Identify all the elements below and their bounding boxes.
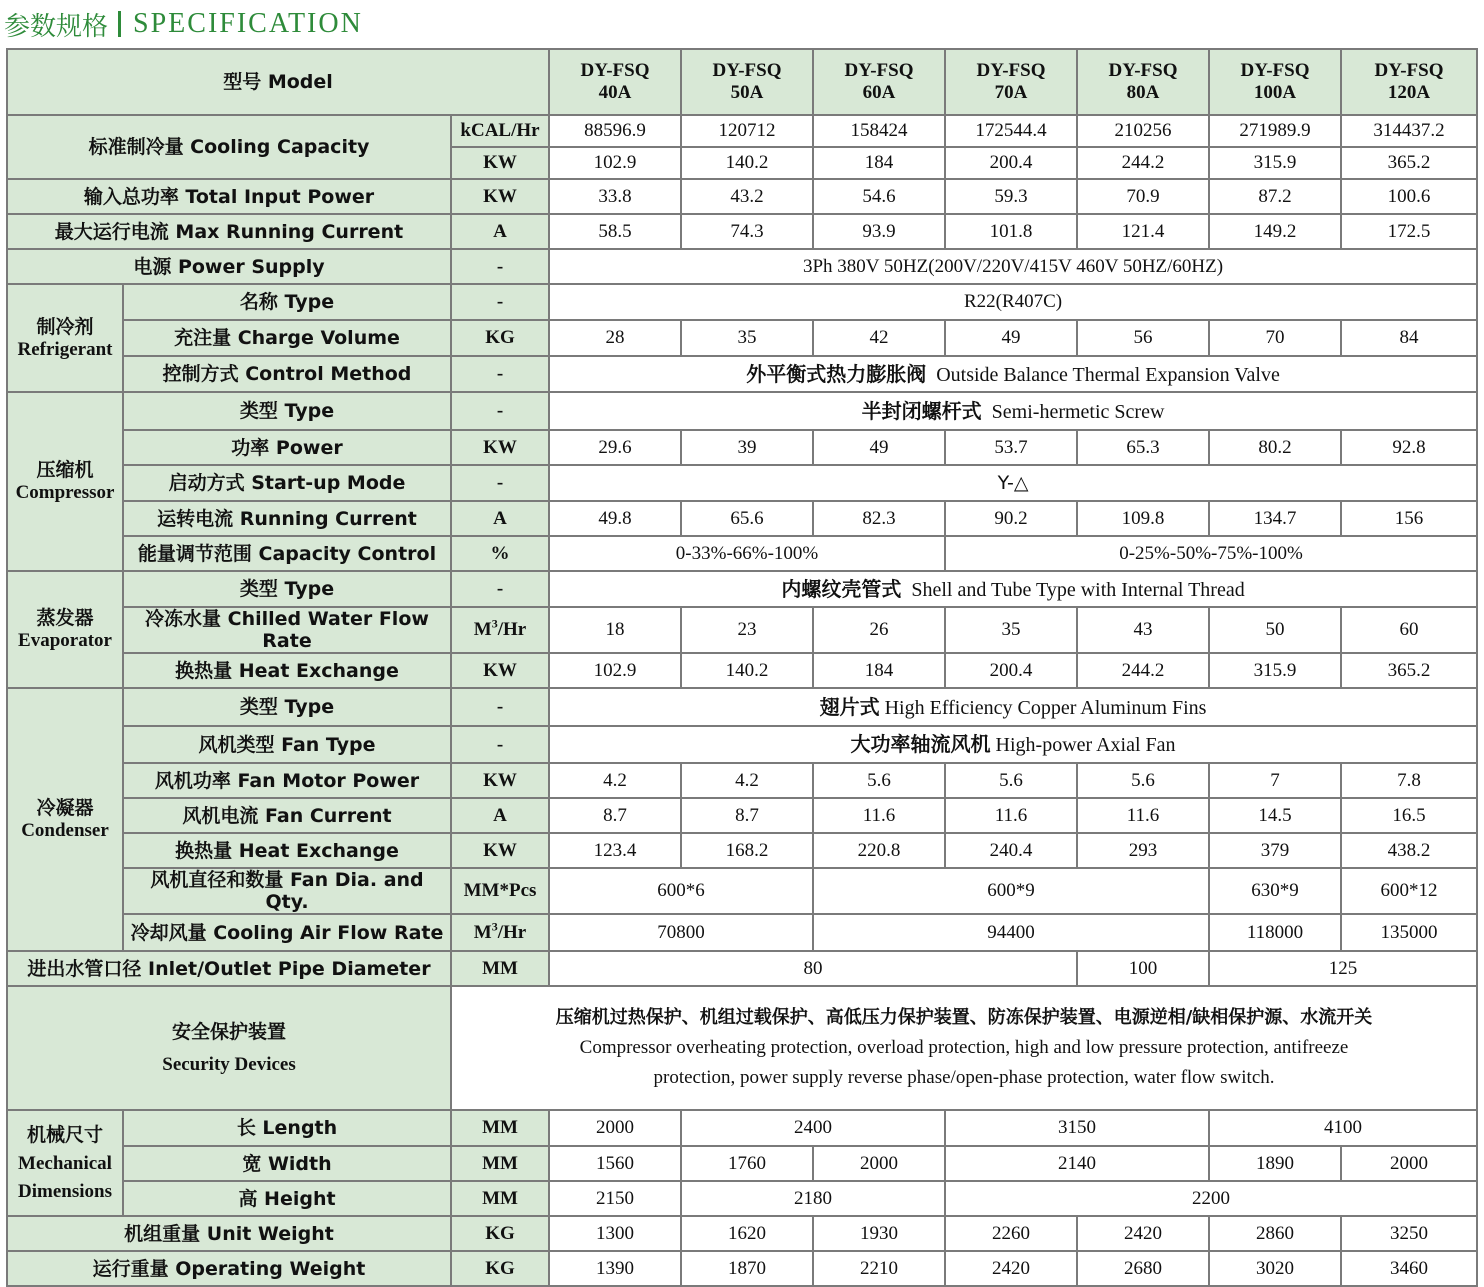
value-cell: 123.4 — [549, 833, 681, 868]
row-label: 启动方式 Start-up Mode — [123, 465, 451, 501]
unit-cell: $M^3/Hr$ — [451, 607, 549, 653]
table-row — [7, 284, 1477, 320]
value-cell: 94400 — [813, 914, 1209, 951]
value-cell: 158424 — [813, 115, 945, 147]
value-cell: 0-33%-66%-100% — [549, 536, 945, 571]
value-cell: Y-△ — [549, 465, 1477, 501]
value-cell: 2000 — [1341, 1146, 1477, 1181]
value-cell: 140.2 — [681, 147, 813, 179]
value-cell: 5.6 — [945, 763, 1077, 798]
value-cell: 4.2 — [549, 763, 681, 798]
value-cell: 135000 — [1341, 914, 1477, 951]
value-cell: 3250 — [1341, 1216, 1477, 1251]
value-cell: 2420 — [1077, 1216, 1209, 1251]
row-label: 控制方式 Control Method — [123, 356, 451, 392]
model-header: DY-FSQ 80A — [1077, 49, 1209, 115]
value-cell: 2400 — [681, 1110, 945, 1146]
unit-cell: - — [451, 726, 549, 763]
unit-cell: - — [451, 688, 549, 726]
unit-cell: KG — [451, 1251, 549, 1286]
value-cell: 2000 — [549, 1110, 681, 1146]
value-cell: 2200 — [945, 1181, 1477, 1216]
value-cell: 26 — [813, 607, 945, 653]
value-cell: 438.2 — [1341, 833, 1477, 868]
value-cell: 314437.2 — [1341, 115, 1477, 147]
value-cell: 8.7 — [549, 798, 681, 833]
value-cell: 70.9 — [1077, 179, 1209, 214]
row-label: 宽 Width — [123, 1146, 451, 1181]
value-cell: 60 — [1341, 607, 1477, 653]
row-label: 最大运行电流 Max Running Current — [7, 214, 451, 249]
value-cell: 4.2 — [681, 763, 813, 798]
value-cell: 84 — [1341, 320, 1477, 356]
value-cell: 80.2 — [1209, 430, 1341, 465]
unit-cell: KW — [451, 653, 549, 688]
model-header: DY-FSQ 50A — [681, 49, 813, 115]
row-label: 高 Height — [123, 1181, 451, 1216]
value-cell: 156 — [1341, 501, 1477, 536]
value-cell: 3150 — [945, 1110, 1209, 1146]
value-cell: 365.2 — [1341, 147, 1477, 179]
value-cell: 65.3 — [1077, 430, 1209, 465]
value-cell: 100 — [1077, 951, 1209, 986]
unit-cell: KW — [451, 833, 549, 868]
value-cell: 3Ph 380V 50HZ(200V/220V/415V 460V 50HZ/60HZ) — [549, 249, 1477, 284]
value-cell: 200.4 — [945, 653, 1077, 688]
value-cell: 134.7 — [1209, 501, 1341, 536]
value-cell: 1760 — [681, 1146, 813, 1181]
value-cell: 70 — [1209, 320, 1341, 356]
value-cell: 54.6 — [813, 179, 945, 214]
unit-cell: MM*Pcs — [451, 868, 549, 914]
value-cell: 外平衡式热力膨胀阀 Outside Balance Thermal Expansion Valve — [549, 356, 1477, 392]
value-cell: 293 — [1077, 833, 1209, 868]
value-cell: 5.6 — [1077, 763, 1209, 798]
model-header: DY-FSQ 120A — [1341, 49, 1477, 115]
value-cell: 1890 — [1209, 1146, 1341, 1181]
table-row — [7, 763, 1477, 798]
value-cell: 379 — [1209, 833, 1341, 868]
value-cell: 149.2 — [1209, 214, 1341, 249]
value-cell: 92.8 — [1341, 430, 1477, 465]
value-cell: 600*9 — [813, 868, 1209, 914]
table-row — [7, 688, 1477, 726]
category-compressor: 压缩机 Compressor — [7, 392, 123, 571]
value-cell: 8.7 — [681, 798, 813, 833]
value-cell: 102.9 — [549, 653, 681, 688]
table-row — [7, 914, 1477, 951]
unit-cell: - — [451, 284, 549, 320]
value-cell: 2210 — [813, 1251, 945, 1286]
row-label: 名称 Type — [123, 284, 451, 320]
unit-cell: A — [451, 501, 549, 536]
value-cell: 2140 — [945, 1146, 1209, 1181]
value-cell: 49.8 — [549, 501, 681, 536]
table-row — [7, 833, 1477, 868]
table-row — [7, 1216, 1477, 1251]
value-cell: 2180 — [681, 1181, 945, 1216]
table-row — [7, 1251, 1477, 1286]
value-cell: 半封闭螺杆式 Semi-hermetic Screw — [549, 392, 1477, 430]
unit-cell: KW — [451, 763, 549, 798]
table-row — [7, 179, 1477, 214]
row-label: 进出水管口径 Inlet/Outlet Pipe Diameter — [7, 951, 451, 986]
value-cell: 1930 — [813, 1216, 945, 1251]
unit-cell: KG — [451, 1216, 549, 1251]
value-cell: 120712 — [681, 115, 813, 147]
value-cell: 49 — [945, 320, 1077, 356]
value-cell: 5.6 — [813, 763, 945, 798]
value-cell: 82.3 — [813, 501, 945, 536]
value-cell: 600*12 — [1341, 868, 1477, 914]
unit-cell: - — [451, 356, 549, 392]
row-label: 换热量 Heat Exchange — [123, 653, 451, 688]
value-cell: 87.2 — [1209, 179, 1341, 214]
table-row — [7, 986, 1477, 1110]
value-cell: 101.8 — [945, 214, 1077, 249]
value-cell: 315.9 — [1209, 147, 1341, 179]
value-cell: 2150 — [549, 1181, 681, 1216]
model-header: DY-FSQ 100A — [1209, 49, 1341, 115]
unit-cell: MM — [451, 1146, 549, 1181]
row-label: 类型 Type — [123, 392, 451, 430]
value-cell: 56 — [1077, 320, 1209, 356]
row-label: 标准制冷量 Cooling Capacity — [7, 115, 451, 179]
table-row — [7, 430, 1477, 465]
value-cell: R22(R407C) — [549, 284, 1477, 320]
security-value: 压缩机过热保护、机组过载保护、高低压力保护装置、防冻保护装置、电源逆相/缺相保护源、水流开关 Compressor overheating protection, overload protection, high and low pressure protection, antifreeze protection, power supply reverse phase/open-phase protection, water flow switch. — [451, 986, 1477, 1110]
row-label: 功率 Power — [123, 430, 451, 465]
unit-cell: $M^3/Hr$ — [451, 914, 549, 951]
value-cell: 200.4 — [945, 147, 1077, 179]
value-cell: 1390 — [549, 1251, 681, 1286]
row-label: 风机电流 Fan Current — [123, 798, 451, 833]
value-cell: 600*6 — [549, 868, 813, 914]
unit-cell: MM — [451, 951, 549, 986]
unit-cell: - — [451, 465, 549, 501]
value-cell: 大功率轴流风机 High-power Axial Fan — [549, 726, 1477, 763]
row-label: 换热量 Heat Exchange — [123, 833, 451, 868]
table-row — [7, 392, 1477, 430]
table-row — [7, 356, 1477, 392]
value-cell: 172.5 — [1341, 214, 1477, 249]
value-cell: 2420 — [945, 1251, 1077, 1286]
value-cell: 43.2 — [681, 179, 813, 214]
section-heading — [4, 4, 363, 44]
value-cell: 315.9 — [1209, 653, 1341, 688]
row-label: 运转电流 Running Current — [123, 501, 451, 536]
value-cell: 18 — [549, 607, 681, 653]
row-label: 能量调节范围 Capacity Control — [123, 536, 451, 571]
table-row — [7, 115, 1477, 147]
unit-cell: A — [451, 798, 549, 833]
value-cell: 0-25%-50%-75%-100% — [945, 536, 1477, 571]
category-dimensions: 机械尺寸 Mechanical Dimensions — [7, 1110, 123, 1216]
value-cell: 翅片式 High Efficiency Copper Aluminum Fins — [549, 688, 1477, 726]
value-cell: 240.4 — [945, 833, 1077, 868]
value-cell: 11.6 — [1077, 798, 1209, 833]
model-header: DY-FSQ 40A — [549, 49, 681, 115]
value-cell: 58.5 — [549, 214, 681, 249]
unit-cell: % — [451, 536, 549, 571]
value-cell: 3460 — [1341, 1251, 1477, 1286]
unit-cell: KW — [451, 147, 549, 179]
row-label: 类型 Type — [123, 688, 451, 726]
table-row — [7, 571, 1477, 607]
value-cell: 121.4 — [1077, 214, 1209, 249]
table-row — [7, 1110, 1477, 1146]
unit-cell: KG — [451, 320, 549, 356]
row-label: 风机类型 Fan Type — [123, 726, 451, 763]
value-cell: 59.3 — [945, 179, 1077, 214]
unit-cell: A — [451, 214, 549, 249]
row-label: 输入总功率 Total Input Power — [7, 179, 451, 214]
value-cell: 53.7 — [945, 430, 1077, 465]
unit-cell: kCAL/Hr — [451, 115, 549, 147]
row-label: 风机功率 Fan Motor Power — [123, 763, 451, 798]
value-cell: 1870 — [681, 1251, 813, 1286]
table-row — [7, 726, 1477, 763]
model-header: DY-FSQ 70A — [945, 49, 1077, 115]
value-cell: 16.5 — [1341, 798, 1477, 833]
table-row — [7, 501, 1477, 536]
value-cell: 内螺纹壳管式 Shell and Tube Type with Internal Thread — [549, 571, 1477, 607]
value-cell: 168.2 — [681, 833, 813, 868]
table-row — [7, 653, 1477, 688]
value-cell: 184 — [813, 653, 945, 688]
heading-divider — [118, 11, 121, 37]
value-cell: 365.2 — [1341, 653, 1477, 688]
value-cell: 11.6 — [813, 798, 945, 833]
value-cell: 2000 — [813, 1146, 945, 1181]
value-cell: 140.2 — [681, 653, 813, 688]
value-cell: 118000 — [1209, 914, 1341, 951]
heading-cn: 参数规格 — [4, 11, 109, 42]
value-cell: 172544.4 — [945, 115, 1077, 147]
value-cell: 2860 — [1209, 1216, 1341, 1251]
table-row — [7, 465, 1477, 501]
value-cell: 88596.9 — [549, 115, 681, 147]
value-cell: 11.6 — [945, 798, 1077, 833]
spec-table — [6, 48, 1478, 1287]
unit-cell: - — [451, 571, 549, 607]
value-cell: 220.8 — [813, 833, 945, 868]
unit-cell: MM — [451, 1110, 549, 1146]
value-cell: 70800 — [549, 914, 813, 951]
value-cell: 14.5 — [1209, 798, 1341, 833]
value-cell: 210256 — [1077, 115, 1209, 147]
value-cell: 3020 — [1209, 1251, 1341, 1286]
category-condenser: 冷凝器 Condenser — [7, 688, 123, 951]
value-cell: 102.9 — [549, 147, 681, 179]
value-cell: 50 — [1209, 607, 1341, 653]
table-row — [7, 214, 1477, 249]
category-evaporator: 蒸发器 Evaporator — [7, 571, 123, 688]
value-cell: 244.2 — [1077, 653, 1209, 688]
unit-cell: KW — [451, 430, 549, 465]
row-label: 运行重量 Operating Weight — [7, 1251, 451, 1286]
value-cell: 39 — [681, 430, 813, 465]
row-label: 冷冻水量 Chilled Water Flow Rate — [123, 607, 451, 653]
value-cell: 42 — [813, 320, 945, 356]
value-cell: 74.3 — [681, 214, 813, 249]
table-row — [7, 607, 1477, 653]
value-cell: 1300 — [549, 1216, 681, 1251]
value-cell: 125 — [1209, 951, 1477, 986]
table-row — [7, 868, 1477, 914]
model-label: 型号 Model — [7, 49, 549, 115]
value-cell: 7 — [1209, 763, 1341, 798]
value-cell: 244.2 — [1077, 147, 1209, 179]
table-row — [7, 951, 1477, 986]
value-cell: 109.8 — [1077, 501, 1209, 536]
value-cell: 43 — [1077, 607, 1209, 653]
row-label: 充注量 Charge Volume — [123, 320, 451, 356]
row-label: 冷却风量 Cooling Air Flow Rate — [123, 914, 451, 951]
row-label: 机组重量 Unit Weight — [7, 1216, 451, 1251]
value-cell: 4100 — [1209, 1110, 1477, 1146]
table-row — [7, 1181, 1477, 1216]
value-cell: 23 — [681, 607, 813, 653]
table-row — [7, 536, 1477, 571]
value-cell: 271989.9 — [1209, 115, 1341, 147]
table-row — [7, 1146, 1477, 1181]
unit-cell: KW — [451, 179, 549, 214]
row-label: 电源 Power Supply — [7, 249, 451, 284]
model-header: DY-FSQ 60A — [813, 49, 945, 115]
value-cell: 35 — [681, 320, 813, 356]
unit-cell: MM — [451, 1181, 549, 1216]
value-cell: 7.8 — [1341, 763, 1477, 798]
table-row — [7, 249, 1477, 284]
value-cell: 80 — [549, 951, 1077, 986]
value-cell: 1560 — [549, 1146, 681, 1181]
value-cell: 2680 — [1077, 1251, 1209, 1286]
value-cell: 35 — [945, 607, 1077, 653]
value-cell: 90.2 — [945, 501, 1077, 536]
value-cell: 630*9 — [1209, 868, 1341, 914]
value-cell: 65.6 — [681, 501, 813, 536]
value-cell: 33.8 — [549, 179, 681, 214]
value-cell: 184 — [813, 147, 945, 179]
value-cell: 29.6 — [549, 430, 681, 465]
unit-cell: - — [451, 392, 549, 430]
row-label: 长 Length — [123, 1110, 451, 1146]
security-label: 安全保护装置 Security Devices — [7, 986, 451, 1110]
value-cell: 2260 — [945, 1216, 1077, 1251]
value-cell: 93.9 — [813, 214, 945, 249]
row-label: 风机直径和数量 Fan Dia. and Qty. — [123, 868, 451, 914]
value-cell: 49 — [813, 430, 945, 465]
header-row — [7, 49, 1477, 115]
value-cell: 1620 — [681, 1216, 813, 1251]
value-cell: 100.6 — [1341, 179, 1477, 214]
row-label: 类型 Type — [123, 571, 451, 607]
heading-en: SPECIFICATION — [133, 8, 363, 39]
category-refrigerant: 制冷剂 Refrigerant — [7, 284, 123, 392]
unit-cell: - — [451, 249, 549, 284]
table-row — [7, 798, 1477, 833]
value-cell: 28 — [549, 320, 681, 356]
table-row — [7, 320, 1477, 356]
